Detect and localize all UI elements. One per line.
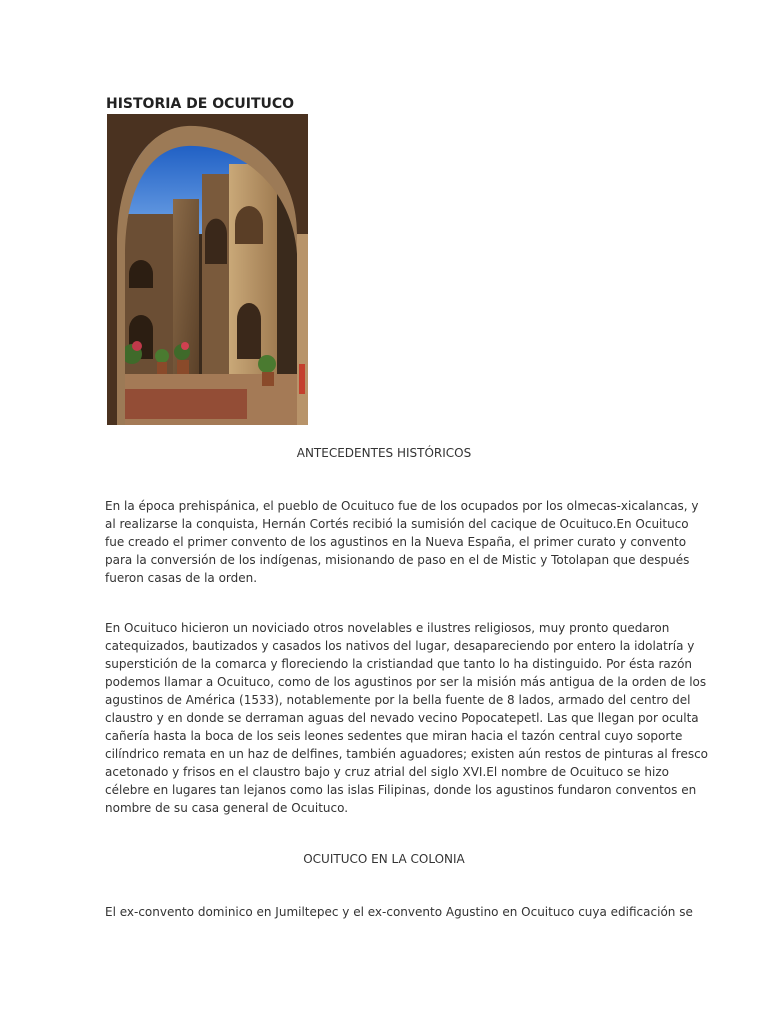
text-line: catequizados, bautizados y casados los nativos del lugar, desapareciendo por entero la idolatría y: [105, 639, 695, 653]
text-line: claustro y en donde se derraman aguas del nevado vecino Popocatepetl. Las que llegan por oculta: [105, 711, 699, 725]
document-title: HISTORIA DE OCUITUCO: [106, 96, 295, 112]
paragraph-2: [105, 619, 709, 817]
text-line: superstición de la comarca y floreciendo la cristiandad que tanto lo ha distinguido. Por ésta razón: [105, 657, 693, 671]
text-line: al realizarse la conquista, Hernán Cortés recibió la sumisión del cacique de Ocuituco.En Ocuituco: [105, 517, 689, 531]
text-line: agustinos de América (1533), notablemente por la bella fuente de 8 lados, armado del centro del: [105, 693, 691, 707]
convent-cloister-photo: [107, 114, 308, 425]
text-line: acetonado y frisos en el claustro bajo y cruz atrial del siglo XVI.El nombre de Ocuituco se hizo: [105, 765, 670, 779]
text-line: cilíndrico remata en un haz de delfines, también aguadores; existen aún restos de pinturas al fresco: [105, 747, 709, 761]
text-line: para la conversión de los indígenas, misionando de paso en el de Mistic y Totolapan que después: [105, 553, 690, 567]
text-line: En la época prehispánica, el pueblo de Ocuituco fue de los ocupados por los olmecas-xicalancas, y: [105, 499, 699, 513]
text-line: cañería hasta la boca de los seis leones sedentes que miran hacia el tazón central cuyo soporte: [105, 729, 683, 743]
section-heading-antecedentes: ANTECEDENTES HISTÓRICOS: [296, 446, 472, 460]
text-line: En Ocuituco hicieron un noviciado otros novelables e ilustres religiosos, muy pronto quedaron: [105, 621, 670, 635]
text-line: fueron casas de la orden.: [105, 571, 258, 585]
text-line: podemos llamar a Ocuituco, como de los agustinos por ser la misión más antigua de la orden de los: [105, 675, 707, 689]
section-heading-colonia: OCUITUCO EN LA COLONIA: [303, 852, 465, 866]
paragraph-1: [105, 497, 699, 587]
paragraph-3: [105, 903, 693, 921]
text-line: nombre de su casa general de Ocuituco.: [105, 801, 349, 815]
text-line: fue creado el primer convento de los agustinos en la Nueva España, el primer curato y convento: [105, 535, 687, 549]
text-line: célebre en lugares tan lejanos como las islas Filipinas, donde los agustinos fundaron conventos en: [105, 783, 697, 797]
text-line: El ex-convento dominico en Jumiltepec y el ex-convento Agustino en Ocuituco cuya edificación se: [105, 905, 693, 919]
